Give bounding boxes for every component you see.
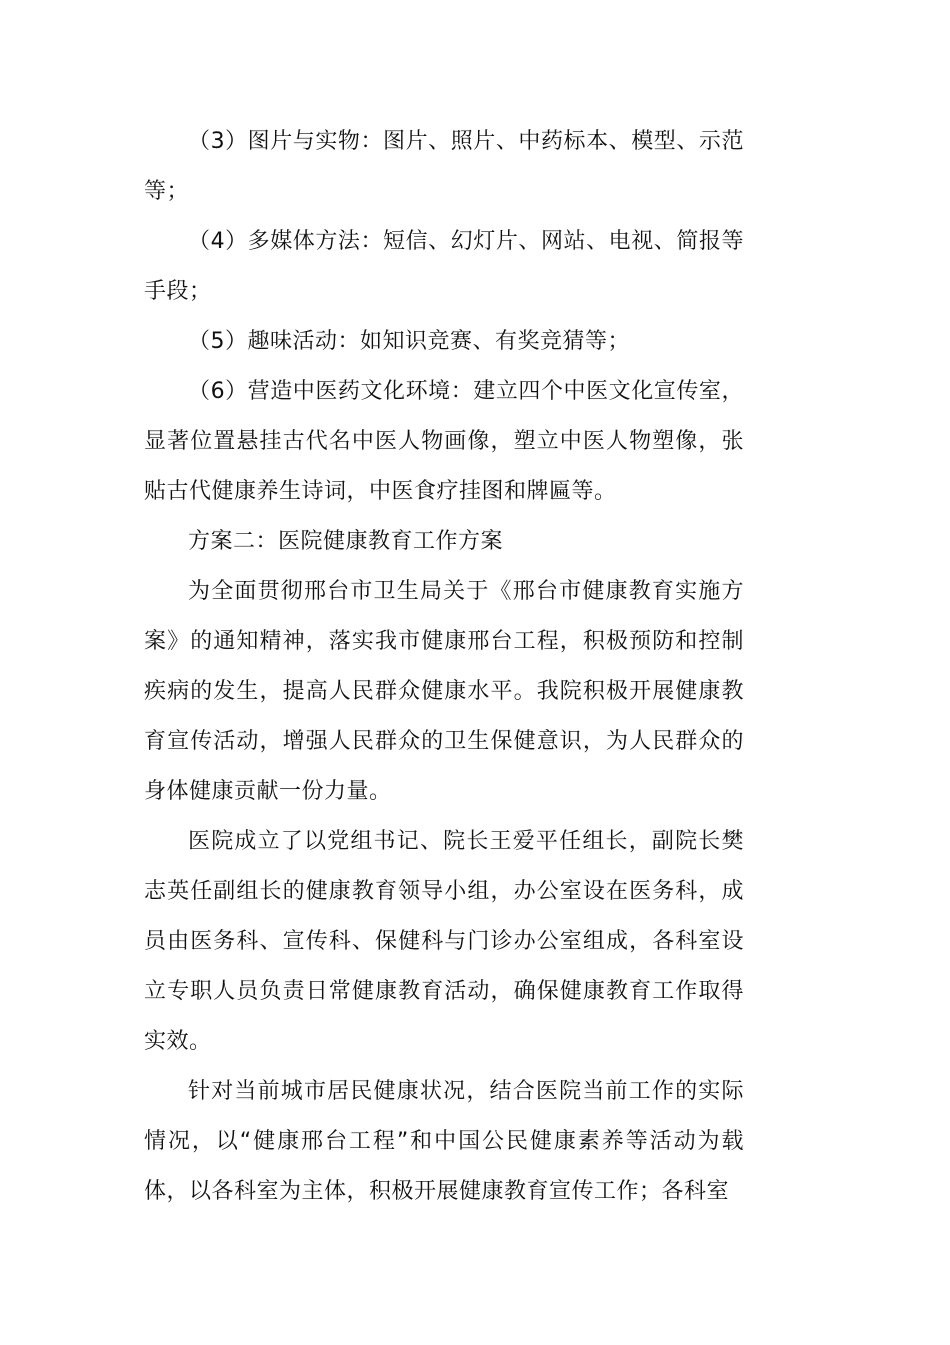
section-heading: 方案二：医院健康教育工作方案 (188, 529, 504, 554)
paragraph-item-3: （3）图片与实物：图片、照片、中药标本、模型、示范等； (144, 129, 744, 204)
paragraph-organization: 医院成立了以党组书记、院长王爱平任组长，副院长樊志英任副组长的健康教育领导小组，办公室设在医务科，成员由医务科、宣传科、保健科与门诊办公室组成，各科室设立专职人员负责日常健康教育活动，确保健康教育工作取得实效。 (144, 829, 744, 1054)
paragraph-item-4: （4）多媒体方法：短信、幻灯片、网站、电视、简报等手段； (144, 229, 744, 304)
document-body (144, 117, 744, 1217)
paragraph-item-6: （6）营造中医药文化环境：建立四个中医文化宣传室，显著位置悬挂古代名中医人物画像，塑立中医人物塑像，张贴古代健康养生诗词，中医食疗挂图和牌匾等。 (144, 379, 744, 504)
paragraph-intro: 为全面贯彻邢台市卫生局关于《邢台市健康教育实施方案》的通知精神，落实我市健康邢台工程，积极预防和控制疾病的发生，提高人民群众健康水平。我院积极开展健康教育宣传活动，增强人民群众的卫生保健意识，为人民群众的身体健康贡献一份力量。 (144, 579, 744, 804)
paragraph-approach: 针对当前城市居民健康状况，结合医院当前工作的实际情况，以“健康邢台工程”和中国公民健康素养等活动为载体，以各科室为主体，积极开展健康教育宣传工作；各科室 (144, 1079, 744, 1204)
paragraph-item-5: （5）趣味活动：如知识竞赛、有奖竞猜等； (188, 329, 630, 354)
